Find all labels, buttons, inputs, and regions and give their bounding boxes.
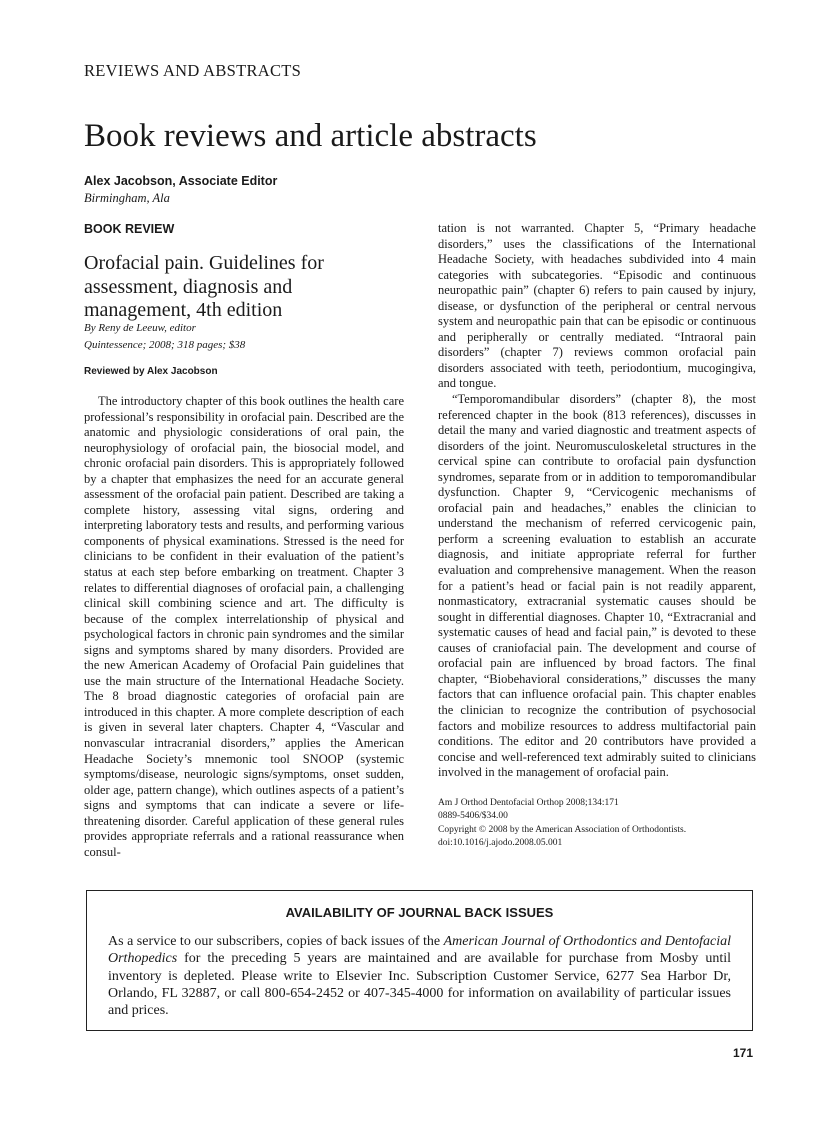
paragraph: “Temporomandibular disorders” (chapter 8), the most referenced chapter in the book (813 references), discusses in detail the many and varied diagnostic and treatment aspects of disorders of the joint. Neuromusculoskeletal structures in the cervical spine can contribute to orofacial pain dysfunction syndromes, separate from or in addition to temporomandibular dysfunction. Chapter 9, “Cervicogenic mechanisms of orofacial pain and headaches,” enables the clinician to understand the mechanism of referred cervicogenic pain, perform a screening evaluation to establish an accurate diagnosis, and initiate appropriate referral for further evaluation and comprehensive management. When the reason for a patient’s head or facial pain is not readily apparent, nonmasticatory, extracranial systematic causes should be sought in differential diagnoses. Chapter 10, “Extracranial and systematic causes of head and facial pain,” is devoted to these causes of craniofacial pain. The development and course of orofacial pain are influenced by broad factors. The final chapter, “Biobehavioral considerations,” discusses the many factors that can influence orofacial pain. This chapter enables the clinician to recognize the contribution of psychosocial factors and mobilize resources to address multifactorial pain conditions. The editor and 20 contributors have provided a concise and well-referenced text admirably suited to clinicians involved in the management of orofacial pain.	[438, 392, 756, 780]
notice-text	[108, 933, 731, 1019]
page-title: Book reviews and article abstracts	[84, 118, 537, 154]
editor-location: Birmingham, Ala	[84, 191, 170, 205]
editor-name: Alex Jacobson, Associate Editor	[84, 174, 278, 188]
book-review-label: BOOK REVIEW	[84, 222, 175, 236]
paragraph: tation is not warranted. Chapter 5, “Primary headache disorders,” uses the classifications of the International Headache Society, with headaches subdivided into 4 main categories with subcategories. “Episodic and continuous neuropathic pain” (chapter 6) refers to pain caused by injury, disease, or dysfunction of the peripheral or central nervous system and neuropathic pain that can be episodic or continuous and peripherally or centrally mediated. “Intraoral pain disorders” (chapter 7) reviews common orofacial pain disorders associated with teeth, periodontium, mucogingiva, and tongue.	[438, 221, 756, 391]
citation-line: Copyright © 2008 by the American Association of Orthodontists.	[438, 824, 687, 835]
notice-title: AVAILABILITY OF JOURNAL BACK ISSUES	[285, 905, 554, 920]
citation-line: doi:10.1016/j.ajodo.2008.05.001	[438, 837, 563, 848]
book-author: By Reny de Leeuw, editor	[84, 322, 196, 334]
book-publication: Quintessence; 2008; 318 pages; $38	[84, 339, 246, 351]
right-column	[438, 221, 756, 781]
reviewer: Reviewed by Alex Jacobson	[84, 366, 218, 377]
page-number: 171	[733, 1046, 754, 1060]
back-issues-notice	[86, 890, 753, 1031]
left-column	[84, 394, 404, 860]
book-title: Orofacial pain. Guidelines for assessment, diagnosis and management, 4th edition	[84, 252, 324, 321]
paragraph: The introductory chapter of this book outlines the health care professional’s responsibility in orofacial pain. Described are the anatomic and physiologic considerations of oral pain, the neurophysiology of orofacial pain, the biosocial model, and chronic orofacial pain disorders. This is appropriately followed by a chapter that emphasizes the need for an accurate general assessment of the orofacial pain patient. Described are taking a complete history, assessing vital signs, ordering and interpreting laboratory tests and results, and performing various components of physical examinations. Stressed is the need for clinicians to be confident in their evaluation of the patient’s status at each step before embarking on treatment. Chapter 3 relates to differential diagnoses of orofacial pain, a challenging clinical skill combining science and art. The difficulty is because of the complex interrelationship of physical and psychological factors in chronic pain syndromes and the similar signs and symptoms shared by many disorders. Provided are the new American Academy of Orofacial Pain guidelines that use the main structure of the International Headache Society. The 8 broad diagnostic categories of orofacial pain are introduced in this chapter. A more complete description of each is given in several later chapters. Chapter 4, “Vascular and nonvascular intracranial disorders,” applies the American Headache Society’s mnemonic tool SNOOP (systemic symptoms/disease, neurologic signs/symptoms, onset sudden, older age, pattern change), which outlines aspects of a patient’s signs and symptoms that can indicate a severe or life-threatening disorder. Careful application of these general rules provides appropriate referrals and a rational reassurance when consul-	[84, 394, 404, 859]
section-label: REVIEWS AND ABSTRACTS	[84, 61, 302, 80]
citation-line: 0889-5406/$34.00	[438, 811, 508, 822]
citation-line: Am J Orthod Dentofacial Orthop 2008;134:171	[438, 798, 619, 808]
notice-text-after: for the preceding 5 years are maintained and are available for purchase from Mosby until inventory is depleted. Please write to Elsevier Inc. Subscription Customer Service, 6277 Sea Harbor Dr, Orlando, FL 32887, or call 800-654-2452 or 407-345-4000 for information on availability of particular issues and prices.	[108, 951, 731, 1019]
notice-text-before: As a service to our subscribers, copies of back issues of the	[108, 934, 444, 949]
journal-name: American Journal of Orthodontics and Dentofacial Orthopedics	[108, 934, 731, 967]
citation-block	[438, 797, 686, 850]
